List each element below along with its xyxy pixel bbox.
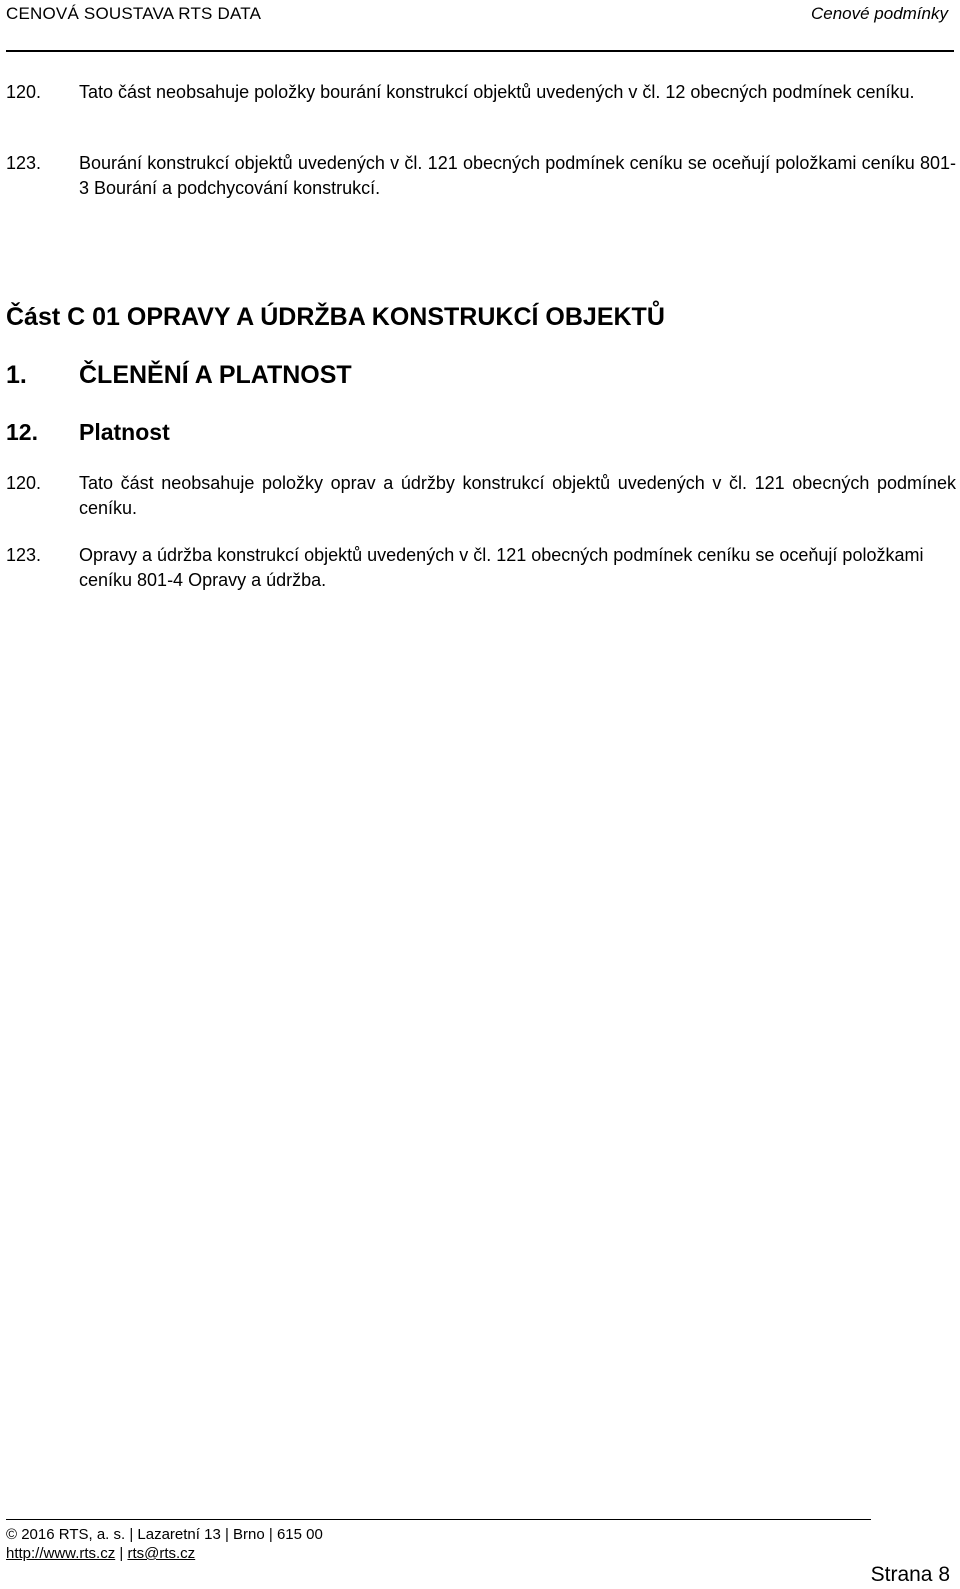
paragraph-120-bottom xyxy=(6,471,956,521)
footer-email-link[interactable]: rts@rts.cz xyxy=(127,1545,196,1562)
page-header xyxy=(6,0,954,52)
footer-address: © 2016 RTS, a. s. | Lazaretní 13 | Brno | 615 00 xyxy=(6,1526,323,1543)
footer-website-link[interactable]: http://www.rts.cz xyxy=(6,1545,116,1562)
section-number: 1. xyxy=(6,361,27,389)
footer-separator: | xyxy=(119,1545,124,1562)
page-number: Strana 8 xyxy=(870,1563,950,1586)
section-heading xyxy=(6,361,352,390)
subsection-number: 12. xyxy=(6,419,38,445)
part-heading: Část C 01 OPRAVY A ÚDRŽBA KONSTRUKCÍ OBJEKTŮ xyxy=(6,303,665,331)
paragraph-text: Tato část neobsahuje položky bourání konstrukcí objektů uvedených v čl. 12 obecných podmínek ceníku. xyxy=(79,82,915,102)
paragraph-123-top xyxy=(6,151,956,201)
paragraph-text: Tato část neobsahuje položky oprav a údržby konstrukcí objektů uvedených v čl. 121 obecných podmínek ceníku. xyxy=(79,473,956,518)
footer-divider xyxy=(6,1519,871,1520)
section-title: ČLENĚNÍ A PLATNOST xyxy=(79,361,352,389)
subsection-heading xyxy=(6,419,170,446)
header-subtitle: Cenové podmínky xyxy=(810,4,948,23)
paragraph-number: 123. xyxy=(6,153,42,173)
paragraph-number: 120. xyxy=(6,473,42,493)
header-title: CENOVÁ SOUSTAVA RTS DATA xyxy=(6,4,262,23)
paragraph-text: Opravy a údržba konstrukcí objektů uvedených v čl. 121 obecných podmínek ceníku se oceňují položkami ceníku 801-4 Opravy a údržba. xyxy=(79,545,924,590)
paragraph-number: 123. xyxy=(6,545,42,565)
paragraph-text: Bourání konstrukcí objektů uvedených v čl. 121 obecných podmínek ceníku se oceňují položkami ceníku 801-3 Bourání a podchycování konstrukcí. xyxy=(79,153,956,198)
paragraph-number: 120. xyxy=(6,82,42,102)
page-footer xyxy=(6,1525,323,1563)
subsection-title: Platnost xyxy=(79,419,170,445)
paragraph-120-top xyxy=(6,80,956,105)
paragraph-123-bottom xyxy=(6,543,956,593)
